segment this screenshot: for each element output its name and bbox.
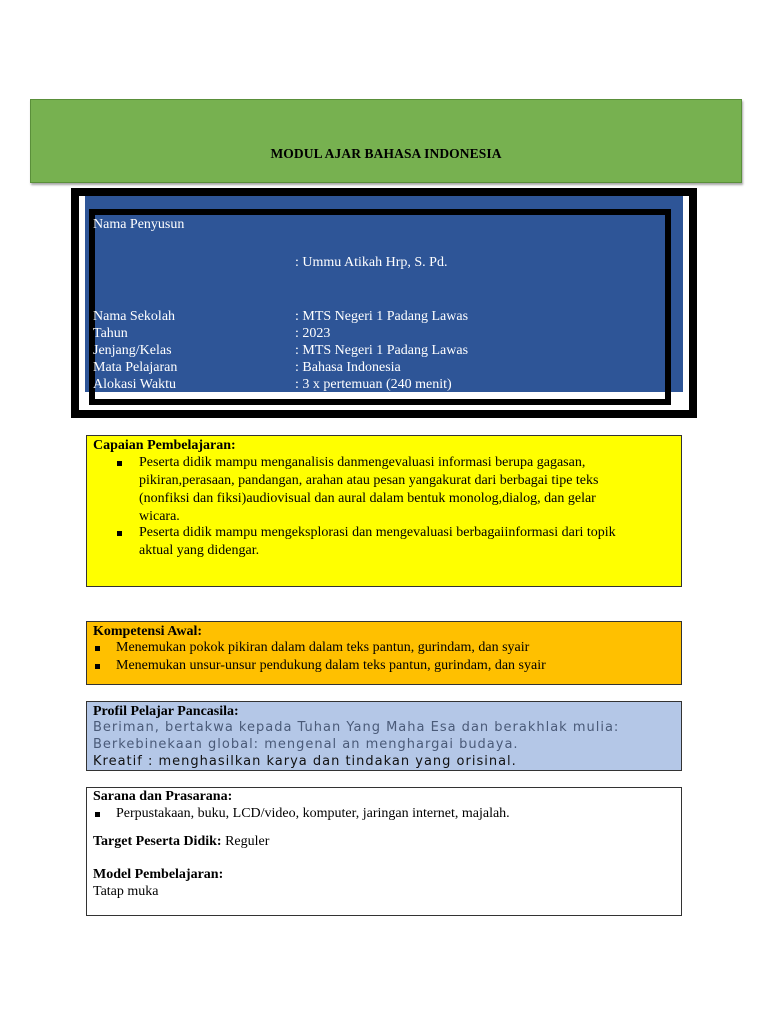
profil-box: [86, 701, 682, 771]
target-line: [93, 833, 269, 850]
bullet-icon: [95, 812, 100, 817]
kompetensi-box: [86, 621, 682, 685]
identity-value-mapel: : Bahasa Indonesia: [295, 360, 401, 375]
model-value: Tatap muka: [93, 884, 159, 899]
capaian-item-2-line-1: Peserta didik mampu mengeksplorasi dan mengevaluasi berbagaiinformasi dari topik: [139, 525, 616, 540]
profil-line-2: Berkebinekaan global: mengenal an menghargai budaya.: [93, 737, 519, 752]
identity-label-alokasi: Alokasi Waktu: [93, 377, 176, 392]
identity-value-sekolah: : MTS Negeri 1 Padang Lawas: [295, 309, 469, 324]
kompetensi-item-2: Menemukan unsur-unsur pendukung dalam teks pantun, gurindam, dan syair: [116, 658, 546, 673]
kompetensi-heading: Kompetensi Awal:: [93, 624, 203, 639]
kompetensi-item-1: Menemukan pokok pikiran dalam dalam teks pantun, gurindam, dan syair: [116, 640, 530, 655]
identity-value-tahun: : 2023: [295, 326, 331, 341]
bullet-icon: [117, 531, 122, 536]
identity-label-jenjang: Jenjang/Kelas: [93, 343, 172, 358]
profil-line-3: Kreatif : menghasilkan karya dan tindakan yang orisinal.: [93, 754, 517, 769]
bullet-icon: [95, 664, 100, 669]
capaian-item-1-line-3: (nonfiksi dan fiksi)audiovisual dan aural dalam bentuk monolog,dialog, dan gelar: [139, 491, 596, 506]
identity-label-penyusun: Nama Penyusun: [93, 217, 185, 232]
capaian-item-2-line-2: aktual yang didengar.: [139, 543, 260, 558]
capaian-item-1-line-2: pikiran,perasaan, pandangan, arahan atau pesan yangakurat dari berbagai tipe teks: [139, 473, 599, 488]
model-heading: Model Pembelajaran:: [93, 867, 224, 882]
page-title: MODUL AJAR BAHASA INDONESIA: [270, 146, 502, 161]
capaian-item-1-line-1: Peserta didik mampu menganalisis danmengevaluasi informasi berupa gagasan,: [139, 455, 586, 470]
sarana-heading: Sarana dan Prasarana:: [93, 789, 233, 804]
target-value: Reguler: [221, 834, 270, 849]
identity-value-alokasi: : 3 x pertemuan (240 menit): [295, 377, 452, 392]
bullet-icon: [95, 646, 100, 651]
profil-line-1: Beriman, bertakwa kepada Tuhan Yang Maha Esa dan berakhlak mulia:: [93, 720, 620, 735]
capaian-heading: Capaian Pembelajaran:: [93, 438, 236, 453]
title-banner: [30, 99, 742, 183]
capaian-box: [86, 435, 682, 587]
profil-heading: Profil Pelajar Pancasila:: [93, 704, 239, 719]
identity-value-jenjang: : MTS Negeri 1 Padang Lawas: [295, 343, 469, 358]
sarana-item: Perpustakaan, buku, LCD/video, komputer, jaringan internet, majalah.: [116, 806, 510, 821]
capaian-item-1-line-4: wicara.: [139, 509, 180, 524]
identity-label-sekolah: Nama Sekolah: [93, 309, 176, 324]
sarana-box: [86, 787, 682, 916]
identity-value-penyusun: : Ummu Atikah Hrp, S. Pd.: [295, 255, 448, 270]
bullet-icon: [117, 461, 122, 466]
identity-label-mapel: Mata Pelajaran: [93, 360, 178, 375]
target-label: Target Peserta Didik:: [93, 834, 222, 849]
identity-label-tahun: Tahun: [93, 326, 128, 341]
